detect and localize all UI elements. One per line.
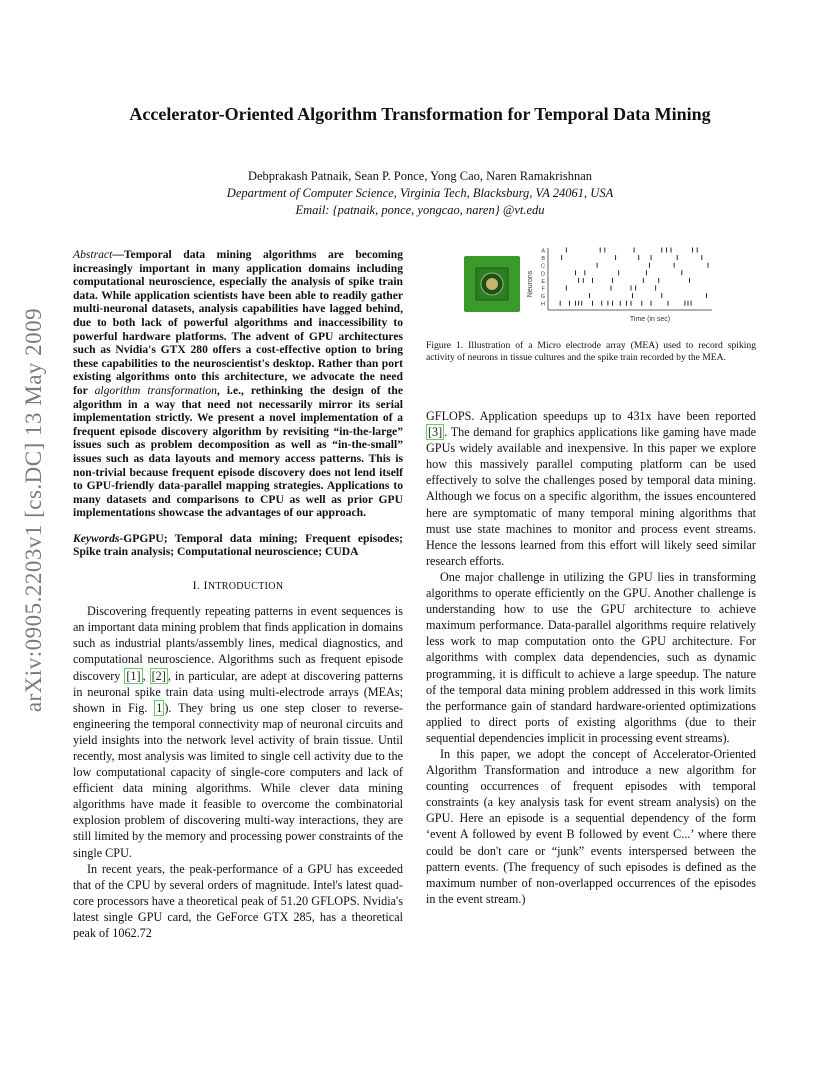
mea-chip-center (486, 278, 498, 290)
section-initial: I (203, 578, 208, 593)
abstract-emphasis: algorithm transformation (94, 383, 217, 397)
row-label-c: C (541, 263, 545, 270)
keywords (73, 532, 403, 559)
intro-paragraph-1 (73, 603, 403, 861)
intro-p1-text-a: Discovering frequently repeating patterns in event sequences is an important data mining problem that finds application in domains such as industrial plants/assembly lines, medical diagnostics, and computational neuroscience. Algorithms such as frequent episode discovery (73, 604, 403, 683)
intro-p1-text-d: ). They bring us one step closer to reverse-engineering the temporal connectivity map of neuronal circuits and yield insights into the network level activity of brain tissue. Until recently, most analysis was limited to single cell activity due to the low computational capacity of single-core computers and lack of efficient data mining algorithms. While clever data mining algorithms have made it feasible to overcome the combinatorial explosion problem of discovering multi-way interactions, they are still limited by the memory and processing power constraints of the single CPU. (73, 700, 403, 860)
right-paragraph-3: In this paper, we adopt the concept of Accelerator-Oriented Algorithm Transformation and introduce a new algorithm for counting occurrences of frequent episodes with temporal constraints (a key analysis task for event stream analysis) on the GPU. Here an episode is a sequential dependency of the form ‘event A followed by event B followed by event C...’ where there could be don't care or “junk” events interspersed between the pattern events. (The frequency of such episodes is defined as the maximum number of non-overlapped occurrences of the episodes in the event stream.) (426, 746, 756, 906)
section-rest: NTRODUCTION (207, 581, 284, 593)
section-numeral: I. (192, 578, 204, 593)
abstract (73, 248, 403, 520)
citation-link-2[interactable]: [2] (151, 668, 166, 683)
abstract-text-b: , i.e., rethinking the design of the algorithm in a way that need not necessarily mirror its serial implementation strictly. We present a novel implementation of a frequent episode discovery algorithm by revisiting “in-the-large” issues such as problem decomposition as well as “in-the-small” issues such as data layouts and memory access patterns. This is non-trivial because frequent episode discovery does not lend itself to GPU-friendly data-parallel mapping strategies. Applications to many datasets and comparisons to CPU as well as prior GPU implementations showcase the advantages of our approach. (73, 383, 403, 520)
keywords-lead: Keywords (73, 531, 120, 545)
left-column (73, 248, 403, 941)
row-label-b: B (541, 256, 545, 263)
right-p1-text-a: GFLOPS. Application speedups up to 431x have been reported (426, 409, 756, 423)
right-paragraph-2: One major challenge in utilizing the GPU lies in transforming algorithms to operate efficiently on the GPU. Another challenge is understanding how to use the GPU architecture to achieve maximum performance. Data-parallel algorithms require relatively less work to map computation onto the GPU architecture. For algorithms with complex data dependencies, such as dynamic programming, it is difficult to achieve a large speedup. The nature of the temporal data mining problem addressed in this work limits the performance gain of standard hardware-oriented optimizations applied to direct ports of existing algorithms (due to their sequential dependencies implicit in processing event streams). (426, 569, 756, 745)
row-label-g: G (540, 294, 545, 301)
row-label-a: A (541, 248, 545, 255)
figure-ylabel: Neurons (527, 270, 534, 298)
keywords-text: -GPGPU; Temporal data mining; Frequent episodes; Spike train analysis; Computational neuroscience; CUDA (73, 531, 403, 559)
row-label-h: H (541, 301, 545, 308)
citation-link-1[interactable]: [1] (126, 668, 141, 683)
figure-spike-raster (560, 248, 708, 306)
figure-row-labels (541, 249, 546, 308)
author-email: Email: {patnaik, ponce, yongcao, naren} @vt.edu (295, 203, 545, 217)
arxiv-identifier (14, 290, 54, 730)
citation-link-3[interactable]: [3] (428, 425, 443, 440)
intro-p1-text-b: , (142, 668, 150, 683)
author-affiliation: Department of Computer Science, Virginia Tech, Blacksburg, VA 24061, USA (226, 186, 614, 200)
right-column (426, 408, 756, 907)
abstract-lead: Abstract (73, 248, 113, 261)
intro-p1-text-c: , in particular, are adept at discovering patterns in neuronal spike train data using multi-electrode arrays (MEAs; shown in Fig. (73, 668, 403, 715)
figure-1-caption: Figure 1. Illustration of a Micro electrode array (MEA) used to record spiking activity of neurons in tissue cultures and the spike train recorded by the MEA. (426, 340, 756, 363)
figure-xlabel: Time (in sec) (629, 316, 671, 323)
row-label-d: D (541, 271, 545, 278)
arxiv-identifier-text: arXiv:0905.2203v1 [cs.DC] 13 May 2009 (21, 307, 47, 713)
figure-link-1[interactable]: 1 (156, 700, 163, 715)
row-label-e: E (541, 278, 545, 285)
right-paragraph-1 (426, 408, 756, 569)
intro-paragraph-2: In recent years, the peak-performance of a GPU has exceeded that of the CPU by several orders of magnitude. Intel's latest quad-core processors have a theoretical peak of 51.20 GFLOPS. Nvidia's latest single GPU card, the GeForce GTX 285, has a theoretical peak of 1062.72 (73, 861, 403, 941)
author-names: Debprakash Patnaik, Sean P. Ponce, Yong Cao, Naren Ramakrishnan (247, 169, 593, 183)
paper-title: Accelerator-Oriented Algorithm Transformation for Temporal Data Mining (129, 104, 711, 124)
row-label-f: F (541, 286, 545, 293)
right-p1-text-b: . The demand for graphics applications like gaming have made GPUs widely available and inexpensive. In this paper we explore how this massively parallel computing platform can be used effectively to solve the challenges posed by temporal data mining. Although we focus on a specific algorithm, the issues encountered here are symptomatic of many temporal mining algorithms that must use state machines to monitor and process event streams. Hence the lessons learned from this effort will likely seed similar research efforts. (426, 425, 756, 568)
figure-1 (462, 240, 762, 330)
abstract-text-a: —Temporal data mining algorithms are becoming increasingly important in many application domains including computational neuroscience, especially the analysis of spike train data. While application scientists have been able to readily gather multi-neuronal datasets, analysis capabilities have lagged behind, due to both lack of powerful algorithms and inaccessibility to powerful hardware platforms. The advent of GPU architectures such as Nvidia's GTX 280 offers a cost-effective option to bring these capabilities to the neuroscientist's desktop. Rather than port existing algorithms onto this architecture, we advocate the need for (73, 248, 403, 397)
section-heading-introduction (73, 577, 403, 595)
author-block (70, 168, 770, 219)
figure-1-graphic (462, 240, 762, 330)
